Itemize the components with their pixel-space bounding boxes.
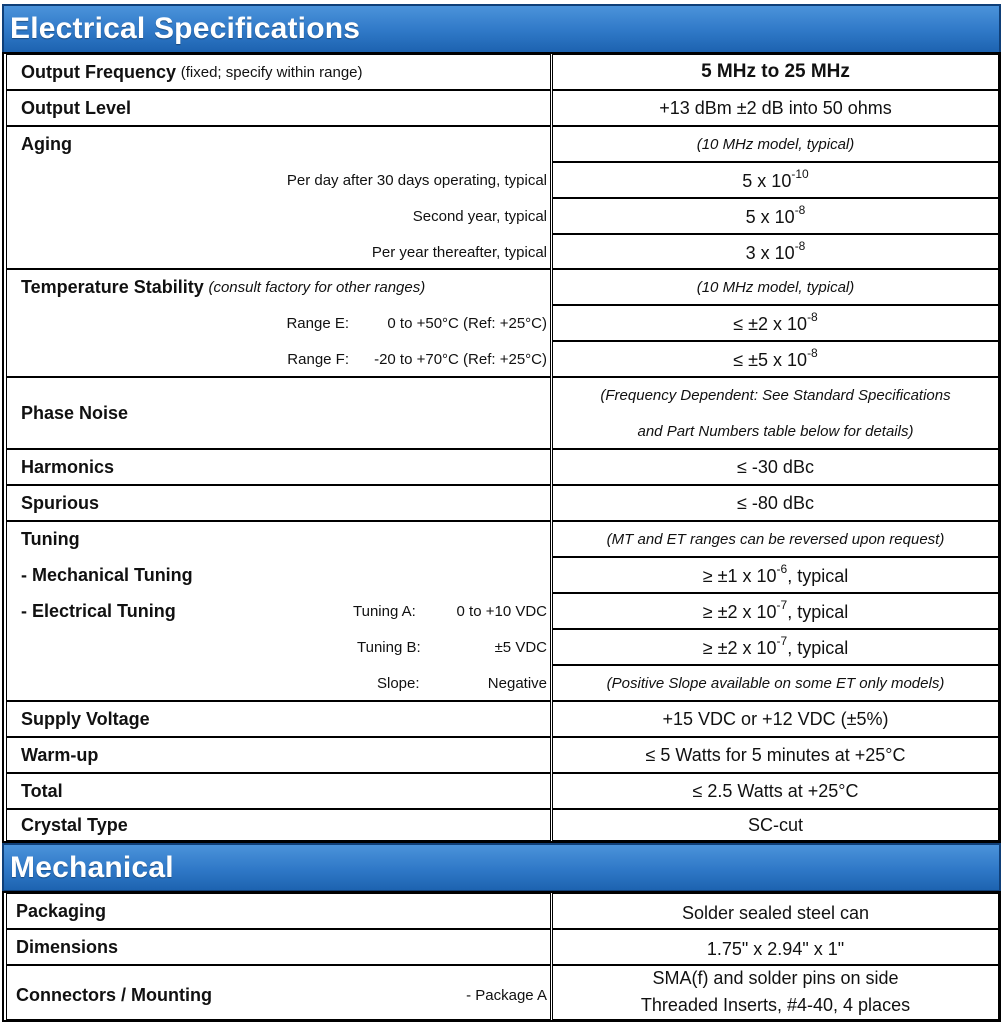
range-f-value: ≤ ±5 x $10^{-8}$ — [733, 345, 818, 370]
packaging-label: Packaging — [16, 900, 107, 921]
total-value-row — [552, 773, 999, 809]
tuning-label: Tuning — [21, 528, 80, 549]
tuning-b-value: ≥ ±2 x $10^{-7}$, typical — [702, 633, 849, 658]
slope-range: Negative — [487, 674, 547, 692]
range-f-label: Range F: — [287, 350, 349, 368]
slope-value: (Positive Slope available on some ET only models) — [606, 674, 945, 692]
mechanical-tuning-value-row — [552, 557, 999, 593]
electrical-spec-table — [2, 52, 1001, 843]
section-title: Mechanical — [10, 851, 174, 884]
harmonics-value: ≤ -30 dBc — [737, 456, 814, 477]
packaging-value: Solder sealed steel can — [681, 902, 870, 923]
section-title: Electrical Specifications — [10, 12, 361, 45]
total-label: Total — [21, 780, 63, 801]
temperature-range-e-row — [6, 305, 551, 341]
slope-value-row — [552, 665, 999, 701]
output-level-value: +13 dBm ±2 dB into 50 ohms — [659, 97, 892, 118]
phase-noise-label: Phase Noise — [21, 402, 129, 423]
connectors-sub-row — [6, 977, 551, 1013]
spurious-value: ≤ -80 dBc — [737, 492, 814, 513]
aging-second-year-value: 5 x $10^{-8}$ — [745, 202, 806, 227]
aging-row-label — [6, 234, 551, 270]
phase-noise-label-row — [21, 395, 551, 431]
electrical-tuning-label: - Electrical Tuning — [21, 600, 176, 621]
output-frequency-value-row — [552, 54, 999, 90]
aging-label-row — [21, 126, 551, 162]
aging-note: (10 MHz model, typical) — [696, 135, 855, 153]
aging-thereafter-value: 3 x $10^{-8}$ — [745, 238, 806, 263]
output-frequency-note: (fixed; specify within range) — [180, 63, 363, 81]
electrical-section-header — [2, 4, 1001, 54]
dimensions-label: Dimensions — [16, 936, 119, 957]
aging-row-value — [552, 162, 999, 198]
mechanical-section-header — [2, 843, 1001, 892]
temperature-range-e-value-row — [552, 305, 999, 341]
phase-noise-note-line2: and Part Numbers table below for details) — [637, 422, 914, 440]
spurious-value-row — [552, 485, 999, 521]
range-e-label: Range E: — [286, 314, 349, 332]
output-frequency-label-row — [21, 54, 551, 90]
packaging-label-row — [16, 893, 546, 929]
packaging-value-row — [552, 895, 999, 931]
temperature-label-note: (consult factory for other ranges) — [208, 278, 426, 296]
warm-up-value-row — [552, 737, 999, 773]
warm-up-value: ≤ 5 Watts for 5 minutes at +25°C — [645, 744, 906, 765]
tuning-a-range: 0 to +10 VDC — [456, 602, 547, 620]
temperature-range-f-value-row — [552, 341, 999, 377]
connectors-label: Connectors / Mounting — [16, 984, 212, 1005]
aging-day-value: 5 x $10^{-10}$ — [742, 166, 809, 191]
tuning-b-range: ±5 VDC — [494, 638, 547, 656]
mechanical-tuning-label-row — [21, 557, 551, 593]
harmonics-label-row — [21, 449, 551, 485]
mechanical-spec-table — [2, 891, 1001, 1022]
tuning-a-row — [6, 593, 551, 629]
crystal-type-label-row — [21, 807, 551, 843]
connectors-value-row-2 — [552, 992, 999, 1019]
crystal-type-value-row — [552, 807, 999, 843]
tuning-label-row — [21, 521, 551, 557]
dimensions-label-row — [16, 929, 546, 965]
aging-label: Aging — [21, 133, 72, 154]
supply-voltage-value-row — [552, 701, 999, 737]
phase-noise-note-row-2 — [552, 413, 999, 449]
aging-note-row — [552, 126, 999, 162]
phase-noise-note-row-1 — [552, 377, 999, 413]
tuning-note-row — [552, 521, 999, 557]
slope-label: Slope: — [377, 674, 420, 692]
supply-voltage-value: +15 VDC or +12 VDC (±5%) — [662, 708, 889, 729]
dimensions-value-row — [552, 931, 999, 967]
output-level-label-row — [21, 90, 551, 126]
connectors-value-line2: Threaded Inserts, #4-40, 4 places — [640, 995, 911, 1015]
aging-second-year-label: Second year, typical — [412, 207, 547, 225]
temperature-label: Temperature Stability — [21, 276, 204, 297]
aging-row-value — [552, 234, 999, 270]
total-label-row — [21, 773, 551, 809]
temperature-label-row — [21, 269, 551, 305]
temperature-note: (10 MHz model, typical) — [696, 278, 855, 296]
tuning-note: (MT and ET ranges can be reversed upon request) — [606, 530, 945, 548]
range-f-range: -20 to +70°C (Ref: +25°C) — [374, 350, 547, 368]
spurious-label: Spurious — [21, 492, 100, 513]
connectors-value-row-1 — [552, 965, 999, 992]
spurious-label-row — [21, 485, 551, 521]
aging-thereafter-label: Per year thereafter, typical — [371, 243, 547, 261]
crystal-type-label: Crystal Type — [21, 814, 128, 835]
temperature-note-row — [552, 269, 999, 305]
tuning-b-value-row — [552, 629, 999, 665]
supply-voltage-label-row — [21, 701, 551, 737]
phase-noise-note-line1: (Frequency Dependent: See Standard Specifications — [600, 386, 951, 404]
tuning-a-value: ≥ ±2 x $10^{-7}$, typical — [702, 597, 849, 622]
harmonics-label: Harmonics — [21, 456, 115, 477]
tuning-a-label: Tuning A: — [353, 602, 416, 620]
connectors-value-line1: SMA(f) and solder pins on side — [652, 968, 899, 988]
crystal-type-value: SC-cut — [747, 814, 803, 835]
aging-row-label — [6, 162, 551, 198]
mechanical-tuning-label: - Mechanical Tuning — [21, 564, 193, 585]
total-value: ≤ 2.5 Watts at +25°C — [692, 780, 859, 801]
temperature-range-f-row — [6, 341, 551, 377]
output-frequency-label: Output Frequency — [21, 61, 177, 82]
aging-row-value — [552, 198, 999, 234]
tuning-a-value-row — [552, 593, 999, 629]
output-level-label: Output Level — [21, 97, 132, 118]
mechanical-tuning-value: ≥ ±1 x $10^{-6}$, typical — [702, 561, 849, 586]
tuning-b-label: Tuning B: — [357, 638, 421, 656]
warm-up-label-row — [21, 737, 551, 773]
slope-row — [6, 665, 551, 701]
warm-up-label: Warm-up — [21, 744, 99, 765]
supply-voltage-label: Supply Voltage — [21, 708, 150, 729]
output-frequency-value: 5 MHz to 25 MHz — [701, 61, 850, 82]
aging-day-label: Per day after 30 days operating, typical — [286, 171, 547, 189]
tuning-b-row — [6, 629, 551, 665]
range-e-value: ≤ ±2 x $10^{-8}$ — [733, 309, 818, 334]
aging-row-label — [6, 198, 551, 234]
range-e-range: 0 to +50°C (Ref: +25°C) — [387, 314, 547, 332]
output-level-value-row — [552, 90, 999, 126]
harmonics-value-row — [552, 449, 999, 485]
dimensions-value: 1.75" x 2.94" x 1" — [706, 938, 845, 959]
connectors-sub: - Package A — [466, 986, 547, 1004]
